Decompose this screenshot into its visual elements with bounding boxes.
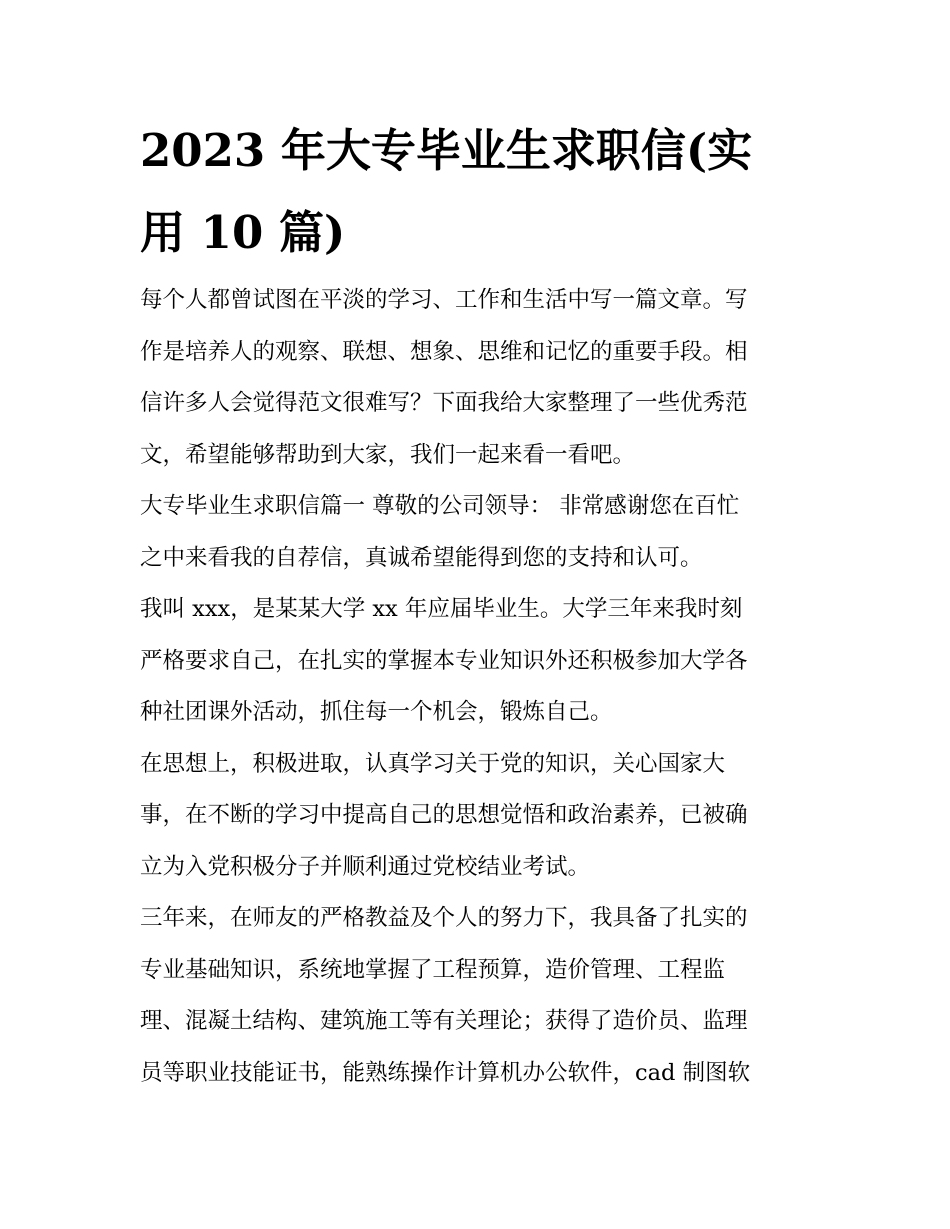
paragraph-ideology <box>140 739 812 894</box>
paragraph-skills <box>140 893 812 1099</box>
text-line: 之中来看我的自荐信，真诚希望能得到您的支持和认可。 <box>140 544 703 571</box>
text-line: 种社团课外活动，抓住每一个机会，锻炼自己。 <box>140 699 613 725</box>
text-line: 员等职业技能证书，能熟练操作计算机办公软件，cad 制图软 <box>140 1059 751 1086</box>
text-line: 作是培养人的观察、联想、想象、思维和记忆的重要手段。相 <box>140 338 748 365</box>
text-line: 每个人都曾试图在平淡的学习、工作和生活中写一篇文章。写 <box>140 287 748 313</box>
text-line: 理、混凝土结构、建筑施工等有关理论；获得了造价员、监理 <box>140 1008 748 1034</box>
text-line: 立为入党积极分子并顺利通过党校结业考试。 <box>140 853 591 880</box>
text-line: 事，在不断的学习中提高自己的思想觉悟和政治素养，已被确 <box>140 802 748 828</box>
text-line: 三年来，在师友的严格教益及个人的努力下，我具备了扎实的 <box>140 905 748 931</box>
document-title <box>140 110 830 274</box>
text-line: 我叫 xxx，是某某大学 xx 年应届毕业生。大学三年来我时刻 <box>140 596 743 622</box>
text-line: 大专毕业生求职信篇一 尊敬的公司领导： 非常感谢您在百忙 <box>140 493 740 519</box>
paragraph-self-intro <box>140 584 812 739</box>
title-line-2: 用 10 篇) <box>140 206 346 259</box>
text-line: 在思想上，积极进取，认真学习关于党的知识，关心国家大 <box>140 750 726 777</box>
paragraph-salutation <box>140 481 812 584</box>
text-line: 信许多人会觉得范文很难写？下面我给大家整理了一些优秀范 <box>140 390 748 416</box>
text-line: 文，希望能够帮助到大家，我们一起来看一看吧。 <box>140 441 636 468</box>
text-line: 专业基础知识，系统地掌握了工程预算，造价管理、工程监 <box>140 956 726 983</box>
title-line-1: 2023 年大专毕业生求职信(实 <box>140 124 753 177</box>
paragraph-intro <box>140 275 812 481</box>
text-line: 严格要求自己，在扎实的掌握本专业知识外还积极参加大学各 <box>140 647 748 674</box>
document-body <box>140 275 812 1099</box>
